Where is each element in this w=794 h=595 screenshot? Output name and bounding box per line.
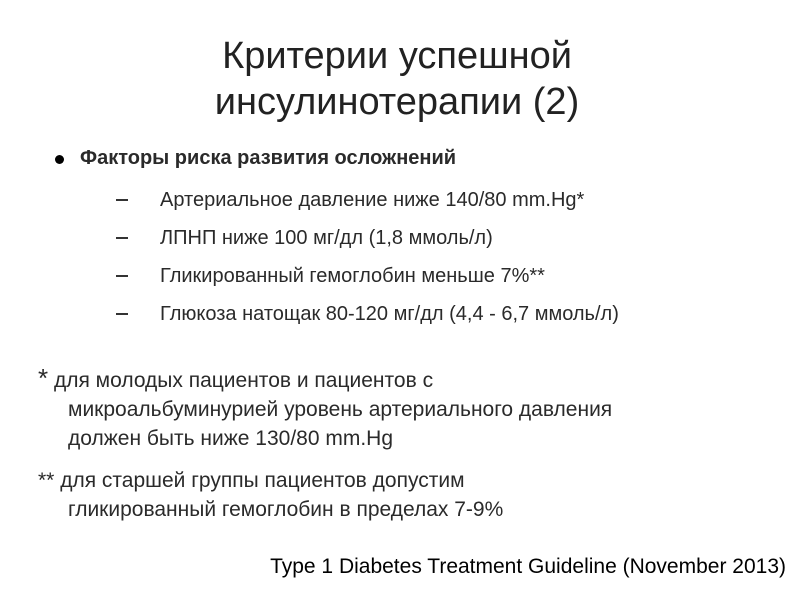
dash-icon xyxy=(116,199,128,201)
list-item xyxy=(0,186,794,214)
footnote-line xyxy=(38,364,778,395)
list-item-text: Глюкоза натощак 80-120 мг/дл (4,4 - 6,7 ммоль/л) xyxy=(160,303,619,325)
footnote-text: для молодых пациентов и пациентов с xyxy=(53,369,434,392)
list-item xyxy=(0,224,794,252)
slide-title-line-1: Критерии успешной xyxy=(222,35,572,77)
footnote-marker: ** xyxy=(38,469,55,492)
list-item-text: Гликированный гемоглобин меньше 7%** xyxy=(160,265,545,287)
source-citation: Type 1 Diabetes Treatment Guideline (November 2013) xyxy=(270,555,786,578)
slide-title-line-2: инсулинотерапии (2) xyxy=(214,81,580,123)
footnote-marker: * xyxy=(38,363,49,393)
footnote-line: гликированный гемоглобин в пределах 7-9% xyxy=(68,498,504,521)
list-item xyxy=(0,262,794,290)
dash-icon xyxy=(116,313,128,315)
footnote-text: для старшей группы пациентов допустим xyxy=(60,469,465,492)
footnote-line xyxy=(38,466,778,495)
bullet-dot-icon xyxy=(55,155,64,164)
list-item xyxy=(0,300,794,328)
footnote-hba1c xyxy=(38,466,778,524)
footnote-blood-pressure xyxy=(38,364,778,453)
dash-icon xyxy=(116,275,128,277)
dash-icon xyxy=(116,237,128,239)
section-heading: Факторы риска развития осложнений xyxy=(80,147,457,169)
list-item-text: ЛПНП ниже 100 мг/дл (1,8 ммоль/л) xyxy=(160,227,493,249)
footnote-line: должен быть ниже 130/80 mm.Hg xyxy=(68,427,394,450)
footnote-line: микроальбуминурией уровень артериального давления xyxy=(68,398,613,421)
list-item-text: Артериальное давление ниже 140/80 mm.Hg* xyxy=(160,189,585,211)
